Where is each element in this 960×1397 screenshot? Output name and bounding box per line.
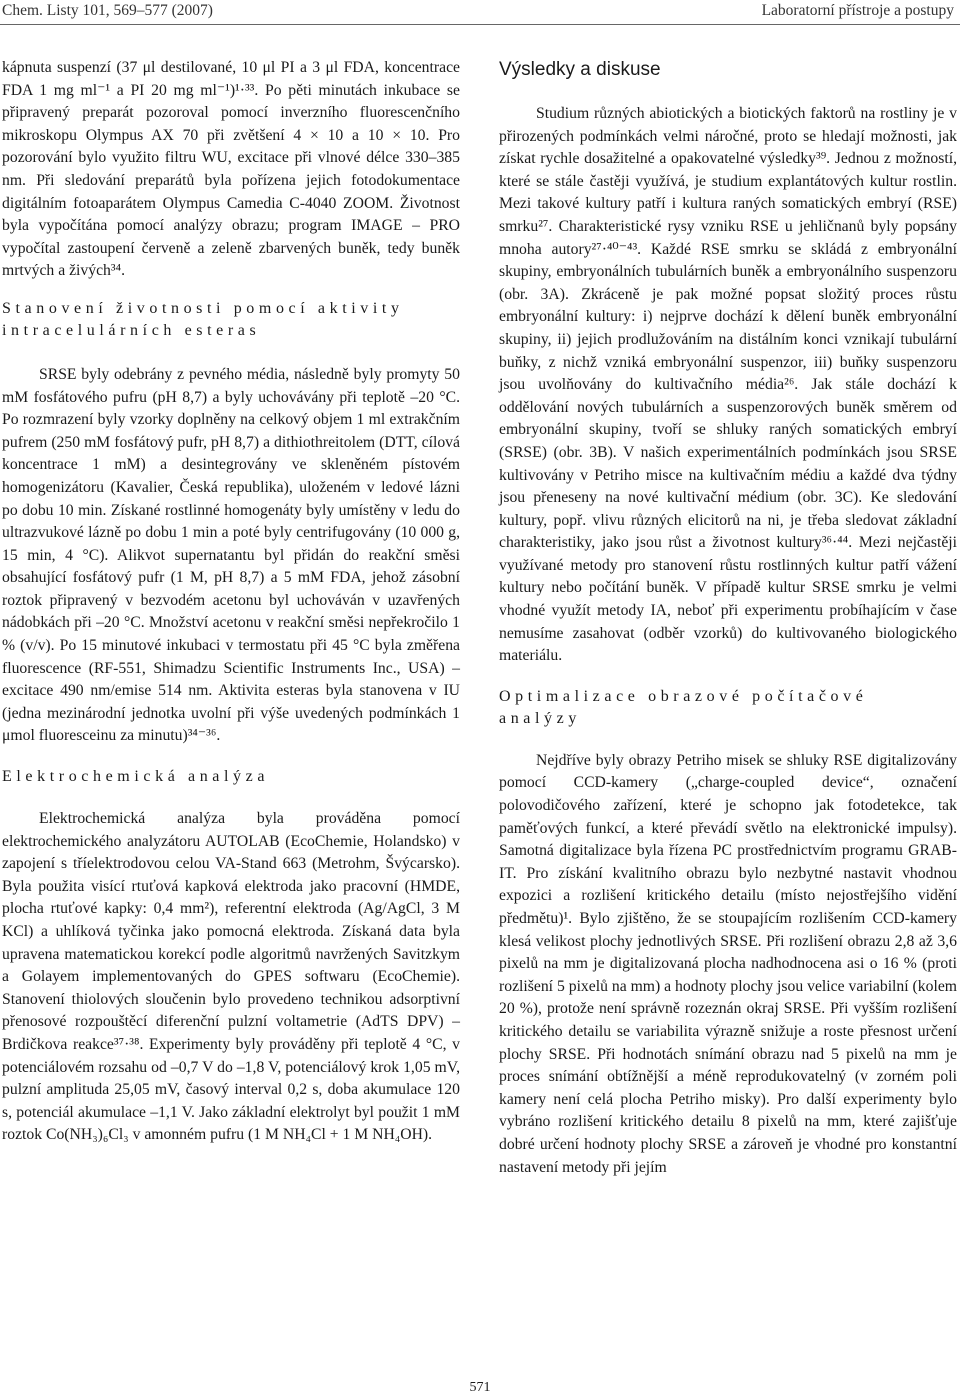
section-heading-esterase: Stanovení životnosti pomocí aktivity intracelulárních esteras [2,299,404,339]
paragraph-esterase-method: SRSE byly odebrány z pevného média, následně byly promyty 50 mM fosfátového pufru (pH 8,7) a byly uchovávány při teplotě –20 °C. Po rozmrazení byly vzorky doplněny na celkový objem 1 ml extrakčním pufrem (250 mM fosfátový pufr, pH 8,7) a dithiothreitolem (DTT, cílová koncentrace 1 mM) a desintegrovány ve skleněném pístovém homogenizátoru (Kavalier, Česká republika), uloženém v ledové lázni po dobu 10 min. Získané rostlinné homogenáty byly umístěny v ledu do ultrazvukové lázně po dobu 1 min a poté byly centrifugovány (10 000 g, 15 min, 4 °C). Alikvot supernatantu byl přidán do reakční směsi obsahující fosfátový pufr (1 M, pH 8,7) a 5 mM FDA, jehož zásobní roztok připravený v bezvodém acetonu byl uchováván v uzavřených nádobkách při –20 °C. Množství acetonu v reakční směsi nepřekročilo 1 % (v/v). Po 15 minutové inkubaci v termostatu při 45 °C byla změřena fluorescence (RF-551, Shimadzu Scientific Instruments Inc., USA) – excitace 490 nm/emise 514 nm. Aktivita esteras byla stanovena v IU (jedna mezinárodní jednotka uvolní při výše uvedených podmínkách 1 μmol fluoresceinu za minutu)³⁴⁻³⁶. [2,365,460,745]
paragraph-viability-staining: kápnuta suspenzí (37 μl destilované, 10 μl PI a 3 μl FDA, koncentrace FDA 1 mg ml⁻¹ a PI 20 mg ml⁻¹)¹·³³. Po pěti minutách inkubace se připravený preparát pozoroval pomocí inverzního fluorescenčního mikroskopu Olympus AX 70 při zvětšení 4 × 10 a 10 × 10. Pro pozorování bylo využito filtru WU, excitace při vlnové délce 330–385 nm. Při sledování preparátů byla pořízena jejich fotodokumentace digitálním fotoaparátem Olympus Camedia C-4040 ZOOM. Životnost byla vypočítána pomocí analýzy obrazu; program IMAGE – PRO vypočítal zastoupení červeně a zeleně zbarvených buněk, tedy buněk mrtvých a živých³⁴. [2,59,460,280]
paragraph-results-intro: Studium různých abiotických a biotických faktorů na rostliny je v přirozených podmínkách velmi náročné, proto se hledají možnosti, jak získat rychle dosažitelné a opakovatelné výsledky³⁹. Jednou z možností, které se stále častěji využívá, je studium explantátových kultur rostlin. Mezi takové kultury patří i kultura raných somatických embryí (RSE) smrku²⁷. Charakteristické rysy vzniku RSE u jehličnanů byly popsány mnoha autory²⁷·⁴⁰⁻⁴³. Každé RSE smrku se skládá z embryonální skupiny, embryonálních tubulárních buněk a embryonálního suspenzoru (obr. 3A). Zkráceně je pak možné popsat složitý proces růstu embryonální kultury: i) nejprve dochází k dělení buněk embryonální skupiny, ii) jejich prodlužováním na distálním konci vznikají tubulární buňky, z nichž vzniká embryonální suspenzor, iii) buňky suspenzoru jsou uvolňovány do kultivačního média²⁶. Jak stále dochází k oddělování nových tubulárních a suspenzorových buněk směrem od embryonální skupiny, tvoří se shluky raných somatických embryí (SRSE) (obr. 3B). V našich experimentálních podmínkách jsou SRSE kultivovány v Petriho misce na kultivačním médiu a každé dva týdny jsou přeneseny na nové kultivační médium (obr. 3C). Ke sledování kultury, popř. vlivu různých elicitorů na ni, je třeba sledovat základní charakteristiky, jako jsou růst a životnost kultury³⁶·⁴⁴. Mezi nejčastěji využívané metody pro stanovení růstu rostlinných kultur patří vážení kultury nebo počítání buněk. V případě kultur SRSE smrku je velmi vhodné využít metody IA, neboť při experimentu probíhajícím v čase nemusíme zasahovat (odběr vzorků) do kultivovaného biologického materiálu. [499,105,957,665]
section-heading-image-analysis: Optimalizace obrazové počítačové analýzy [499,687,868,727]
left-column [2,57,460,1147]
section-heading-results: Výsledky a diskuse [499,59,661,80]
paragraph-electrochemical-method: Elektrochemická analýza byla prováděna pomocí elektrochemického analyzátoru AUTOLAB (EcoChemie, Holandsko) v zapojení s tříelektrodovou celou VA-Stand 663 (Metrohm, Švýcarsko). Byla použita visící rtuťová kapková elektroda jako pracovní (HMDE, plocha rtuťové kapky: 0,4 mm²), referentní elektroda (Ag/AgCl, 3 M KCl) a uhlíková tyčinka jako pomocná elektroda. Získaná data byla upravena matematickou korekcí podle algoritmů navržených Savitzkym a Golayem implementovaných do GPES softwaru (EcoChemie). Stanovení thiolových sloučenin bylo provedeno technikou adsorptivní přenosové rozpouštěcí diferenční pulzní voltametrie (AdTS DPV) – Brdičkova reakce³⁷·³⁸. Experimenty byly prováděny při teplotě 4 °C, v potenciálovém rozsahu od –0,7 V do –1,8 V, potenciálový krok 1,05 mV, pulzní amplituda 25,05 mV, časový interval 0,2 s, doba akumulace 120 s, potenciál akumulace –1,1 V. Jako základní elektrolyt byl použit 1 mM roztok Co(NH₃)₆Cl₃ v amonném pufru (1 M NH₄Cl + 1 M NH₄OH). [2,810,460,1144]
right-column [499,57,957,1179]
section-title: Laboratorní přístroje a postupy [761,2,954,19]
section-heading-electrochemical: Elektrochemická analýza [2,768,270,786]
page-number: 571 [469,1380,491,1395]
running-header [0,0,960,25]
journal-citation: Chem. Listy 101, 569–577 (2007) [2,2,213,19]
paragraph-image-analysis: Nejdříve byly obrazy Petriho misek se shluky RSE digitalizovány pomocí CCD-kamery („charge-coupled device“, označení polovodičového zařízení, které je schopno jak fotodetekce, tak paměťových funkcí, a které převádí světlo na elektronické impulsy). Samotná digitalizace byla řízena PC prostřednictvím programu GRAB-IT. Pro získání kvalitního obrazu bylo nezbytné nastavit vhodnou expozici a rozlišení kritického detailu (místo nejostřejšího vidění předmětu)¹. Bylo zjištěno, že se stoupajícím rozlišením CCD-kamery klesá velikost plochy jednotlivých SRSE. Při rozlišení obrazu 2,8 až 3,6 pixelů na mm je digitalizovaná plocha nadhodnocena asi o 16 % (proti rozlišení 5 pixelů na mm) a hodnoty plochy jsou velice variabilní (kolem 20 %), protože není správně rozeznán okraj SRSE. Při vyšším rozlišení kritického detailu se variabilita výrazně snižuje a roste přesnost určení plochy SRSE. Při hodnotách snímání obrazu nad 5 pixelů na mm je proces snímání obtížnější a méně reprodukovatelný (v zorném poli kamery není celá plocha Petriho misky). Pro další experimenty bylo vybráno rozlišení kritického detailu 8 pixelů na mm, které zajišťuje dobré určení hodnoty plochy SRSE a zároveň je vhodné pro konstantní nastavení metody při jejím [499,751,957,1176]
